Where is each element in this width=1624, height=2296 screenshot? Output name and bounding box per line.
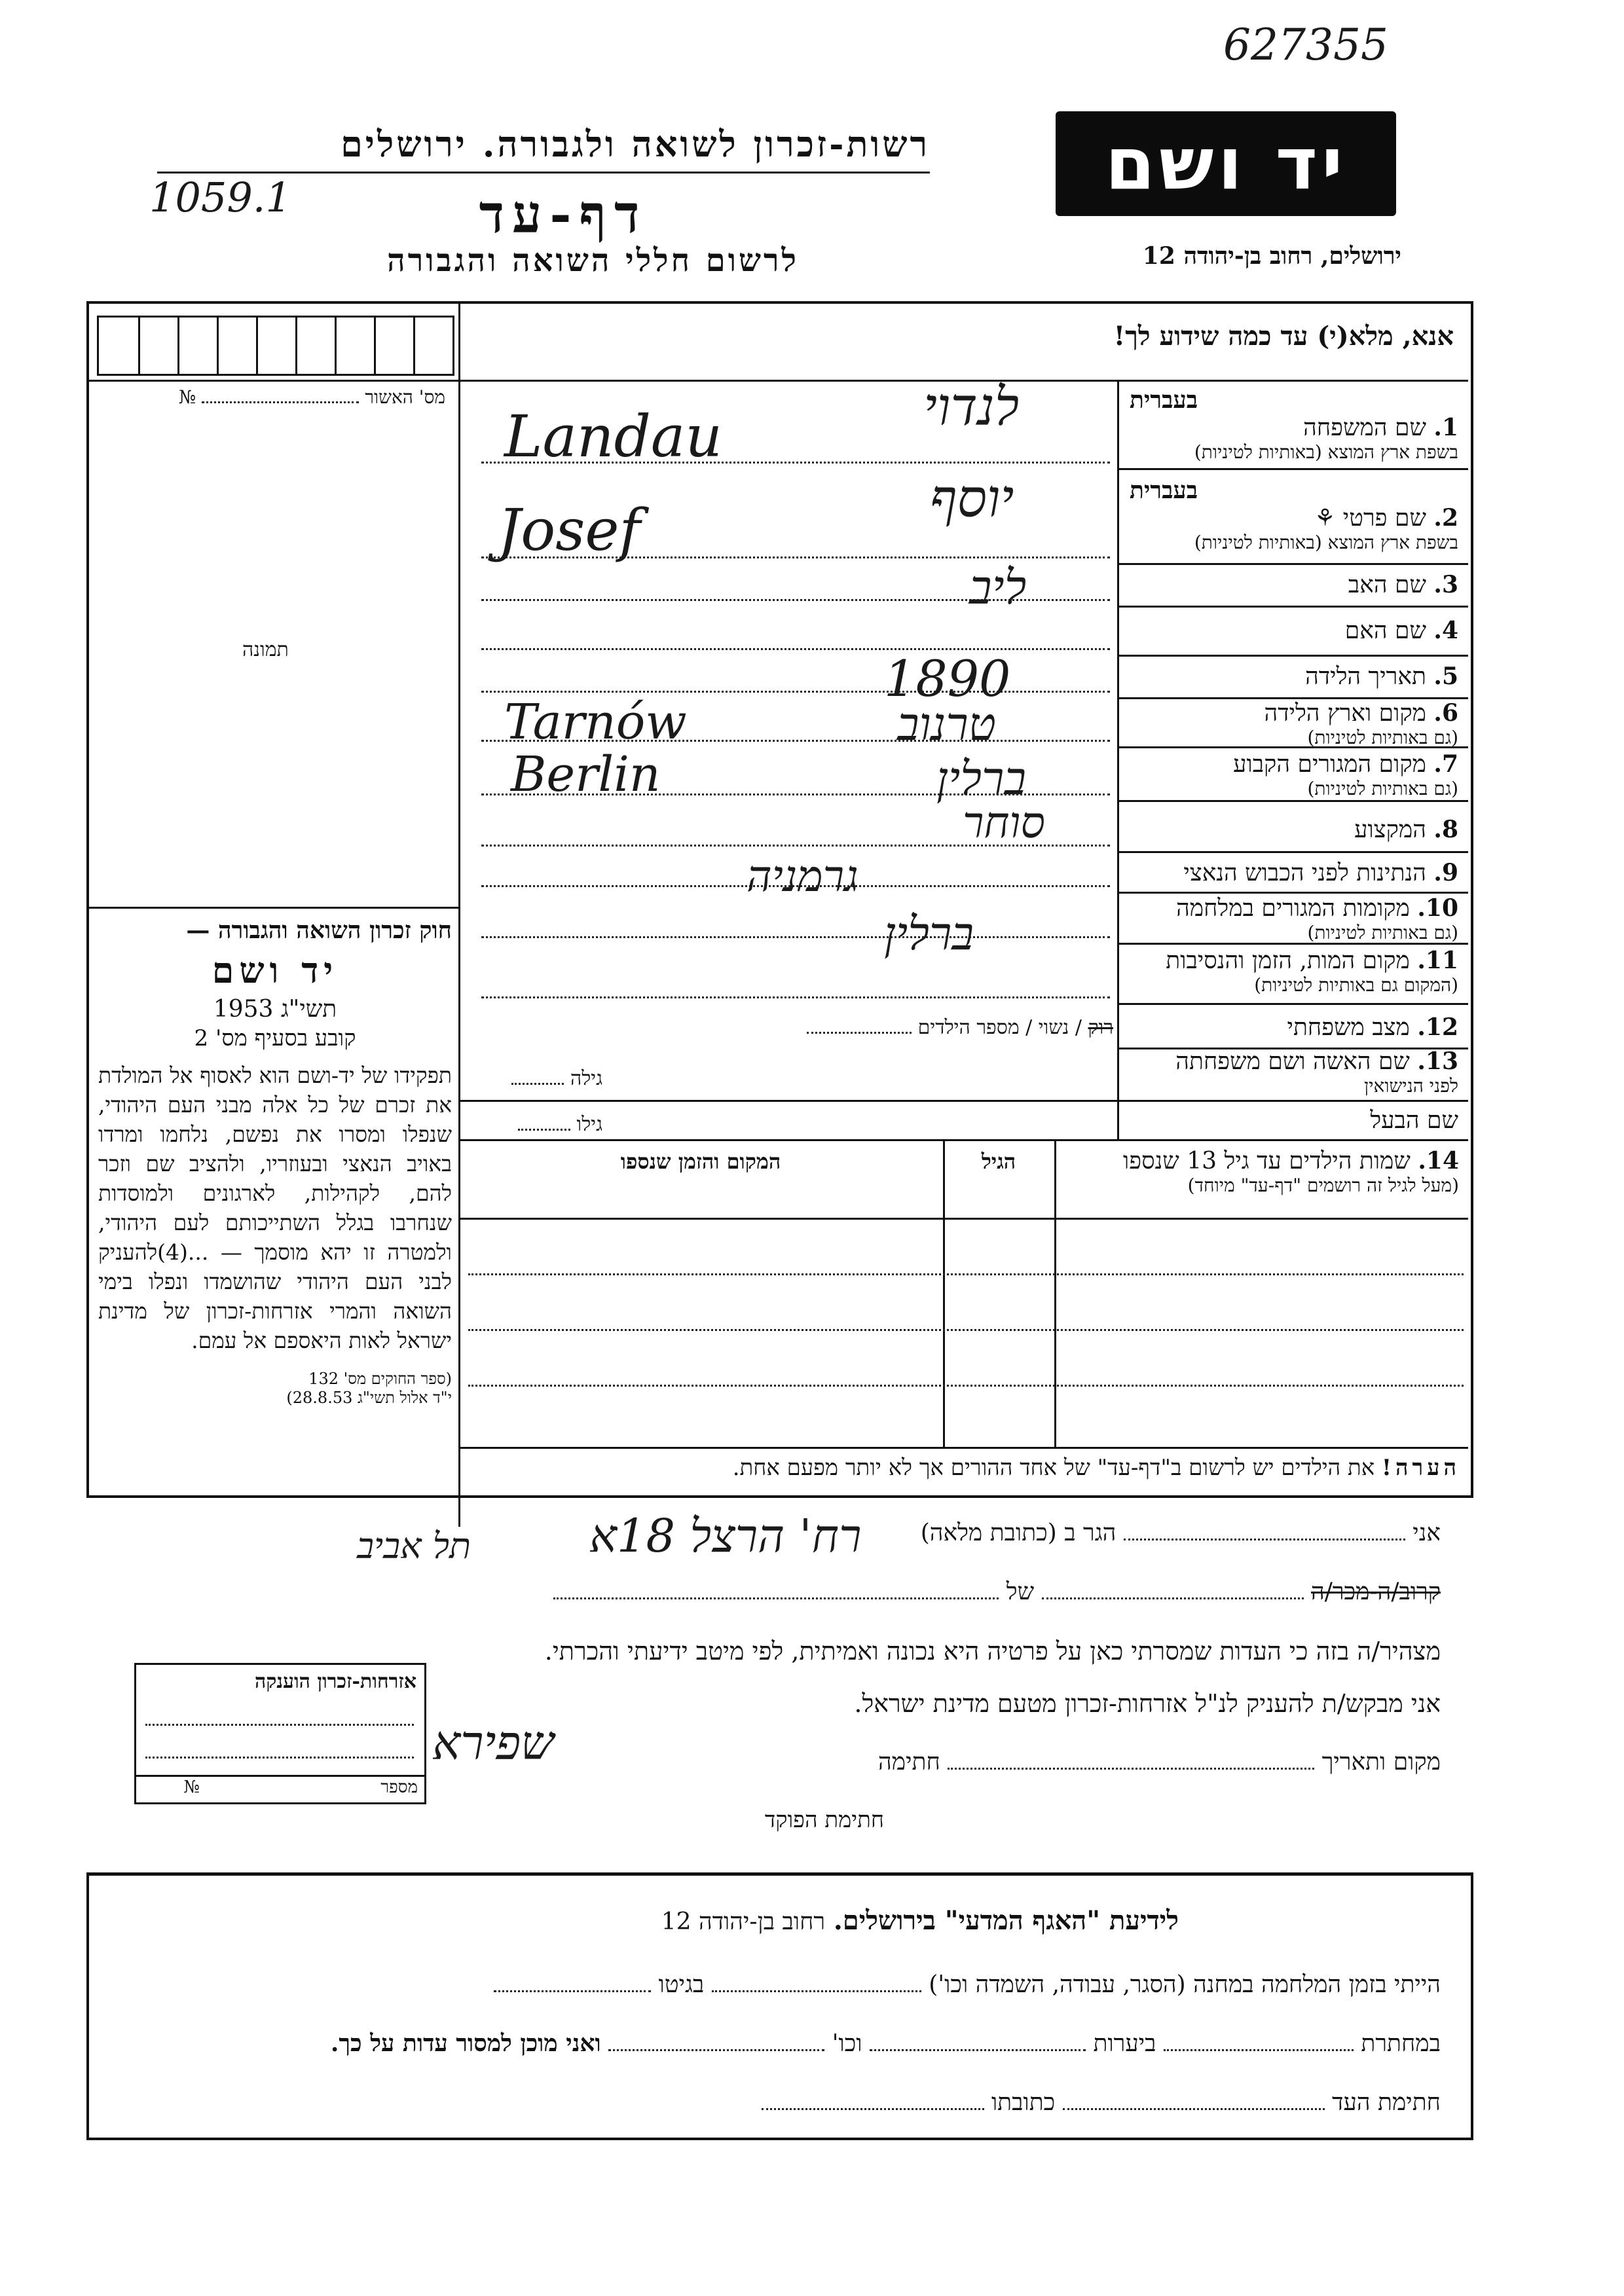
profession-value: סוחר <box>963 797 1045 848</box>
field-surname: בעברית 1. שם המשפחה בשפת ארץ המוצא (באותיות לטיניות) <box>1130 386 1458 463</box>
field-birth-date: 5. תאריך הלידה <box>1305 663 1458 690</box>
field-wartime-residence: 10. מקומות המגורים במלחמה (גם באותיות לטיניות) <box>1176 894 1458 943</box>
children-note: הערה! את הילדים יש לרשום ב"דף-עד" של אחד ההורים אך לא יותר מפעם אחת. <box>732 1455 1460 1481</box>
declaration-request: אני מבקש/ת להעניק לנ"ל אזרחות-זכרון מטעם מדינת ישראל. <box>854 1689 1441 1718</box>
nationality-value: גרמניה <box>747 851 858 902</box>
first-name-hebrew: יוסף <box>930 468 1014 529</box>
residence-hebrew: ברלין <box>936 752 1027 805</box>
declarant-address-hand: רח' הרצל 18א <box>589 1509 862 1563</box>
field-mother-name: 4. שם האם <box>1344 617 1458 644</box>
children-col-place: המקום והזמן שנספו <box>620 1149 781 1174</box>
children-col-age: הגיל <box>981 1149 1016 1174</box>
children-header: 14. שמות הילדים עד גיל 13 שנספו (מעל לגיל זה רושמים "דף-עד" מיוחד) <box>1123 1147 1459 1196</box>
field-profession: 8. המקצוע <box>1354 816 1458 843</box>
field-marital-status: 12. מצב משפחתי <box>1287 1013 1458 1041</box>
field-husband-name: שם הבעל <box>1370 1107 1458 1134</box>
official-signature-label: חתימת הפוקד <box>764 1807 884 1833</box>
footer-line-3: חתימת העד כתובתו <box>655 2088 1441 2116</box>
law-box: חוק זכרון השואה והגבורה — יד ושם תשי"ג 1953 קובע בסעיף מס' 2 תפקידו של יד-ושם הוא לאסוף אל המולדת את זכרם של כל אלה מבני העם היהודי, שנפלו ומסרו את נפשם, נלחמו ומרדו באויב הנאצי ובעוזריו, ולהציב שם וזכר להם, לקהילות, לארגונים ולמוסדות שנחרבו בגלל השתייכותם לעם היהודי, ולמטרה זו יהא מוסמך — ...(4)להעניק לבני העם היהודי שהושמדו ונפלו בימי השואה והמרי אזרחות-זכרון של מדינת ישראל לאות היאספם אל עמם. (ספר החוקים מס' 132 י"ד אלול תשי"ג 28.8.53) <box>98 917 452 1407</box>
declarant-city-hand: תל אביב <box>357 1525 471 1567</box>
citizenship-box: אזרחות-זכרון הוענקה מספר № <box>134 1663 426 1804</box>
wife-age: גילה <box>485 1067 602 1090</box>
please-fill: אנא, מלא(י) עד כמה שידוע לך! <box>1113 321 1454 352</box>
yad-vashem-logo: יד ושם <box>1056 111 1396 216</box>
marital-options: רוק / נשוי / מספר הילדים <box>655 1016 1113 1039</box>
photo-placeholder: תמונה <box>242 638 289 661</box>
handwritten-id: 627355 <box>1223 20 1388 70</box>
birth-place-latin: Tarnów <box>504 694 687 750</box>
field-nationality: 9. הנתינות לפני הכבוש הנאצי <box>1183 859 1458 886</box>
declarant-signature: שפירא <box>432 1715 555 1770</box>
husband-age: גילו <box>485 1113 602 1136</box>
page-title: דף-עד <box>479 183 648 245</box>
approval-number: מס' האשור № <box>178 386 445 408</box>
footer-line-1: הייתי בזמן המלחמה במחנה (הסגר, עבודה, השמדה וכו') בגיטו <box>262 1971 1441 1998</box>
declaration-line-1: אני הגר ב (כתובת מלאה) <box>920 1520 1441 1546</box>
address: ירושלים, רחוב בן-יהודה 12 <box>1142 242 1401 270</box>
residence-latin: Berlin <box>511 746 661 803</box>
first-name-latin: Josef <box>498 496 641 564</box>
field-death-place: 11. מקום המות, הזמן והנסיבות (המקום גם באותיות לטיניות) <box>1166 947 1458 996</box>
field-birth-place: 6. מקום וארץ הלידה (גם באותיות לטיניות) <box>1264 699 1458 748</box>
birth-date-value: 1890 <box>884 649 1011 708</box>
page-subtitle: לרשום חללי השואה והגבורה <box>387 242 799 279</box>
father-name-value: ליב <box>969 560 1027 615</box>
surname-hebrew: לנדוי <box>923 376 1020 437</box>
place-date: מקום ותאריך חתימה <box>878 1749 1441 1776</box>
id-boxes <box>97 316 454 376</box>
field-first-name: בעברית 2. שם פרטי ⚘ בשפת ארץ המוצא (באותיות לטיניות) <box>1130 477 1458 553</box>
footer-line-2: במחתרת ביערות וכו' ואני מוכן למסור עדות על כך. <box>330 2030 1441 2057</box>
wartime-residence-value: ברלין <box>884 907 974 960</box>
authority-line: רשות-זכרון לשואה ולגבורה. ירושלים <box>341 123 930 165</box>
birth-place-hebrew: טרנוב <box>897 697 997 751</box>
declaration-line-2: קרוב/ה-מכר/ה של <box>458 1578 1441 1605</box>
field-permanent-residence: 7. מקום המגורים הקבוע (גם באותיות לטיניות) <box>1233 750 1458 799</box>
stamp-number: 1059.1 <box>149 173 291 221</box>
footer-title: לידיעת "האגף המדעי" בירושלים. רחוב בן-יהודה 12 <box>661 1905 1179 1936</box>
field-wife-name: 13. שם האשה ושם משפחתה לפני הנישואין <box>1175 1048 1458 1097</box>
declaration-statement: מצהיר/ה בזה כי העדות שמסרתי כאן על פרטיה היא נכונה ואמיתית, לפי מיטב ידיעתי והכרתי. <box>544 1637 1441 1666</box>
field-father-name: 3. שם האב <box>1348 571 1458 598</box>
surname-latin: Landau <box>504 403 723 470</box>
